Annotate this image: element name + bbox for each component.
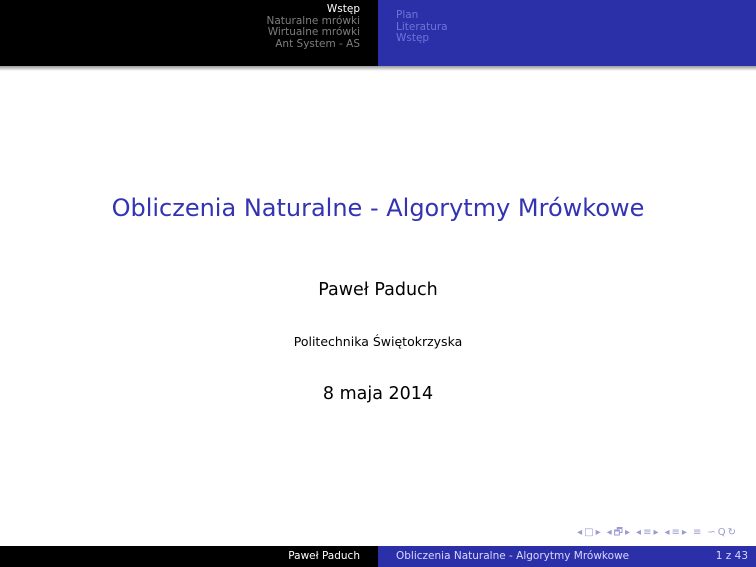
prev-frame-icon[interactable]: ◂ xyxy=(577,527,583,538)
outline-icon[interactable]: ≡ xyxy=(692,527,702,538)
subsection-link-literatura[interactable]: Literatura xyxy=(396,20,448,33)
slide-header xyxy=(0,0,756,66)
subsection-link-plan[interactable]: Plan xyxy=(396,9,419,21)
author-name: Paweł Paduch xyxy=(318,280,438,300)
slide-footer xyxy=(0,546,756,567)
search-icon[interactable]: Q xyxy=(717,527,726,538)
section-list xyxy=(266,4,360,50)
header-shadow xyxy=(0,66,756,71)
section-nav-group xyxy=(636,528,658,538)
next-document-icon[interactable]: ▸ xyxy=(681,527,687,538)
page-counter: 1 z 43 xyxy=(715,550,748,562)
section-link-wirtualne-mrowki[interactable]: Wirtualne mrówki xyxy=(267,26,360,38)
document-nav-group xyxy=(665,528,687,538)
subsection-nav-group xyxy=(607,528,630,538)
prev-subsection-icon[interactable]: ◂ xyxy=(606,527,612,538)
beamer-navigation-bar xyxy=(577,528,736,538)
subsection-list xyxy=(396,10,448,45)
subsection-navigation xyxy=(378,0,756,66)
document-icon[interactable]: ≡ xyxy=(671,527,680,538)
prev-section-icon[interactable]: ◂ xyxy=(636,527,642,538)
next-subsection-icon[interactable]: ▸ xyxy=(625,527,631,538)
section-link-wstep[interactable]: Wstęp xyxy=(326,3,360,15)
frame-nav-group xyxy=(577,528,601,538)
presentation-title: Obliczenia Naturalne - Algorytmy Mrówkowe xyxy=(111,194,645,222)
subsection-link-wstep[interactable]: Wstęp xyxy=(396,32,430,44)
forward-icon[interactable]: ↻ xyxy=(727,527,736,538)
section-link-naturalne-mrowki[interactable]: Naturalne mrówki xyxy=(266,14,360,27)
frame-icon[interactable]: □ xyxy=(584,527,594,538)
section-navigation xyxy=(0,0,378,66)
footer-title: Obliczenia Naturalne - Algorytmy Mrówkowe xyxy=(396,550,630,562)
institute-name: Politechnika Świętokrzyska xyxy=(293,334,463,349)
section-link-ant-system[interactable]: Ant System - AS xyxy=(275,37,360,50)
prev-document-icon[interactable]: ◂ xyxy=(664,527,670,538)
next-frame-icon[interactable]: ▸ xyxy=(595,527,601,538)
presentation-date: 8 maja 2014 xyxy=(322,384,434,404)
footer-info xyxy=(378,546,756,567)
next-section-icon[interactable]: ▸ xyxy=(653,527,659,538)
footer-author: Paweł Paduch xyxy=(0,546,378,567)
back-icon[interactable]: ∽ xyxy=(707,527,716,538)
search-nav-group xyxy=(707,528,736,538)
subsection-icon[interactable]: 🗗 xyxy=(613,527,624,538)
section-icon[interactable]: ≡ xyxy=(643,527,652,538)
